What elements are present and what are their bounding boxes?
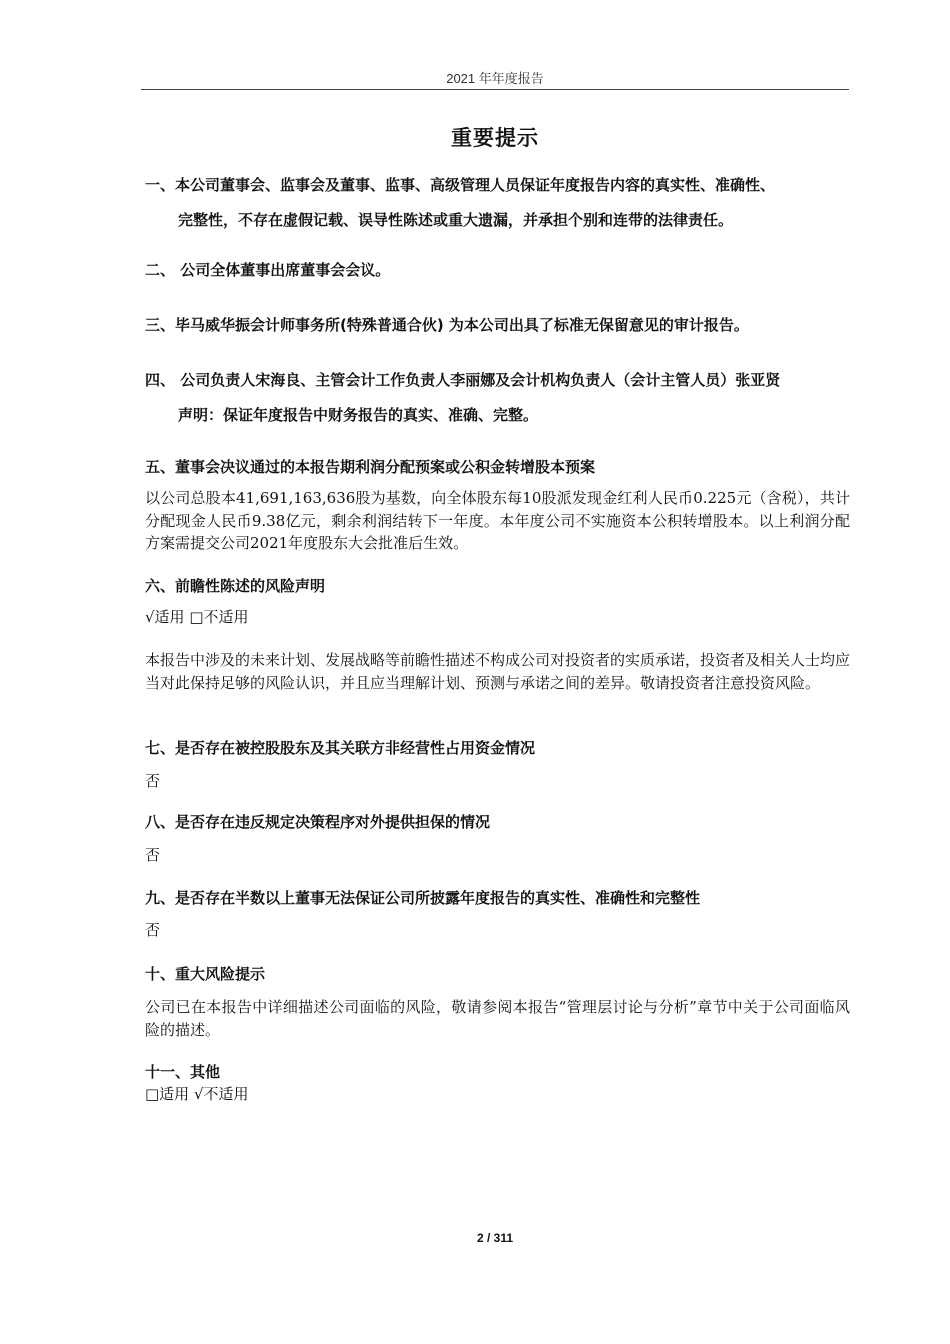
section-1-line-2: 完整性，不存在虚假记载、误导性陈述或重大遗漏，并承担个别和连带的法律责任。 — [178, 211, 734, 229]
section-8-answer: 否 — [145, 846, 161, 864]
section-10-body: 公司已在本报告中详细描述公司面临的风险，敬请参阅本报告“管理层讨论与分析”章节中关于公司面临风险的描述。 — [145, 998, 850, 1039]
section-1 — [145, 168, 850, 238]
report-header: 2021 年年度报告 — [446, 71, 544, 86]
section-5-heading: 五、董事会决议通过的本报告期利润分配预案或公积金转增股本预案 — [145, 458, 596, 476]
page-title: 重要提示 — [451, 126, 539, 150]
section-4-line-2: 声明：保证年度报告中财务报告的真实、准确、完整。 — [178, 406, 539, 424]
section-9-answer: 否 — [145, 921, 161, 939]
section-4-line-1: 四、 公司负责人宋海良、主管会计工作负责人李丽娜及会计机构负责人（会计主管人员）张亚贤 — [145, 371, 781, 389]
section-11-heading: 十一、其他 — [145, 1063, 221, 1081]
section-6-choice: √适用 □不适用 — [145, 608, 249, 626]
section-5-body: 以公司总股本41,691,163,636股为基数，向全体股东每10股派发现金红利人民币0.225元（含税），共计分配现金人民币9.38亿元，剩余利润结转下一年度。本年度公司不实施资本公积转增股本。以上利润分配方案需提交公司2021年度股东大会批准后生效。 — [145, 489, 850, 552]
section-7-answer: 否 — [145, 772, 161, 790]
section-8-heading: 八、是否存在违反规定决策程序对外提供担保的情况 — [145, 813, 491, 831]
section-11-choice: □适用 √不适用 — [145, 1085, 249, 1103]
section-6-body: 本报告中涉及的未来计划、发展战略等前瞻性描述不构成公司对投资者的实质承诺，投资者及相关人士均应当对此保持足够的风险认识，并且应当理解计划、预测与承诺之间的差异。敬请投资者注意投资风险。 — [145, 651, 851, 692]
section-7-heading: 七、是否存在被控股股东及其关联方非经营性占用资金情况 — [145, 739, 536, 757]
page-number: 2 / 311 — [476, 1231, 514, 1245]
section-1-line-1: 一、本公司董事会、监事会及董事、监事、高级管理人员保证年度报告内容的真实性、准确性、 — [145, 176, 776, 194]
section-10-heading: 十、重大风险提示 — [145, 965, 266, 983]
section-9-heading: 九、是否存在半数以上董事无法保证公司所披露年度报告的真实性、准确性和完整性 — [145, 889, 701, 907]
section-3: 三、毕马威华振会计师事务所(特殊普通合伙) 为本公司出具了标准无保留意见的审计报告。 — [145, 316, 749, 334]
header-divider — [141, 89, 849, 90]
section-6-heading: 六、前瞻性陈述的风险声明 — [145, 577, 326, 595]
section-4 — [145, 363, 850, 433]
section-2: 二、 公司全体董事出席董事会会议。 — [145, 261, 391, 279]
